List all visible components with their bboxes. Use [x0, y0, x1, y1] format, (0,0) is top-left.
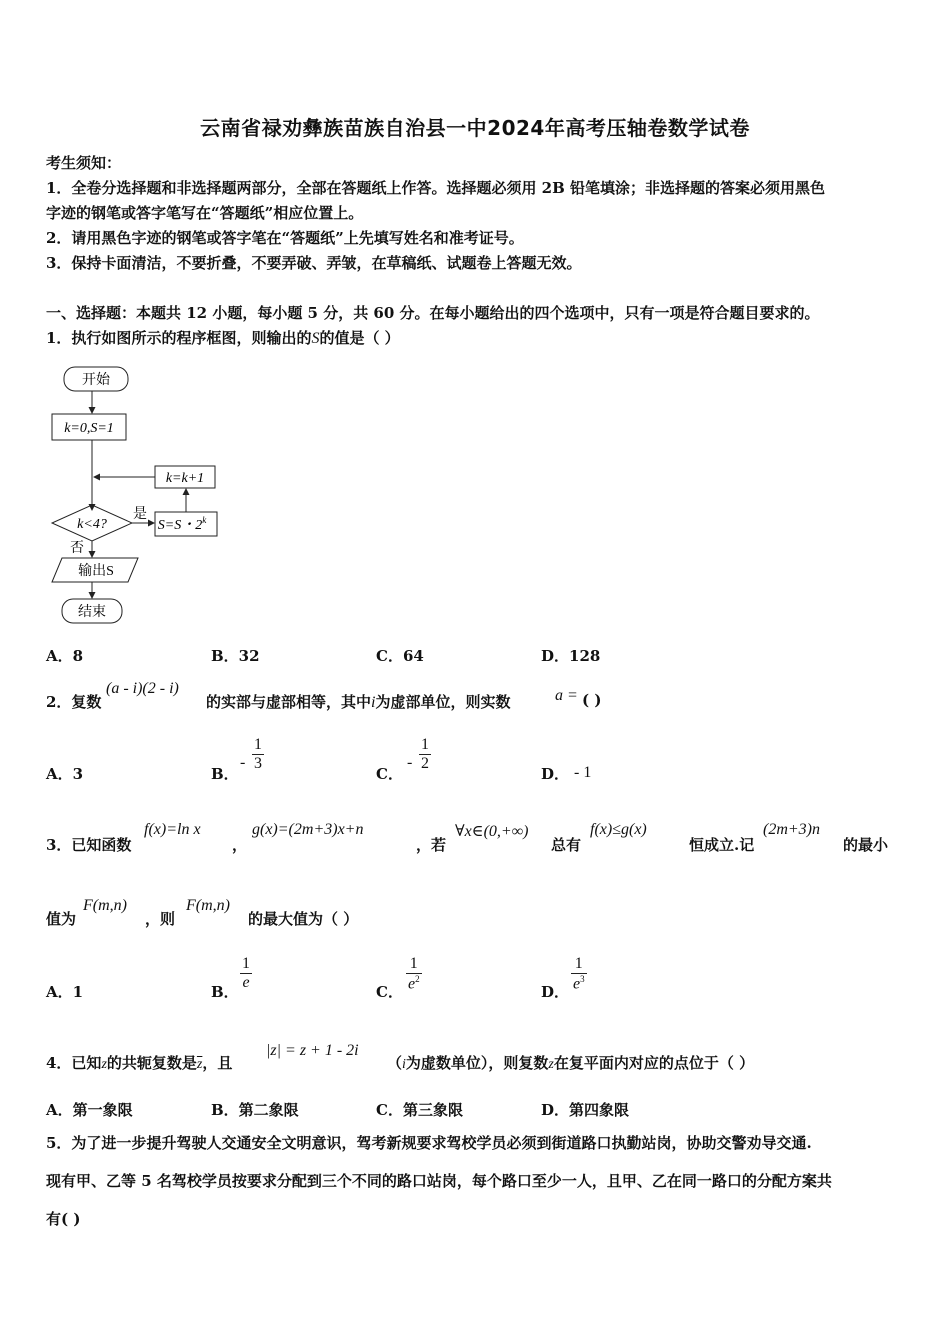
q3-option-d-fraction: [571, 955, 587, 993]
q1-prefix: 1．执行如图所示的程序框图，则输出的: [46, 329, 312, 347]
q4-mid: 的共轭复数是: [106, 1054, 197, 1072]
q3-option-b-den: e: [240, 973, 252, 992]
q4-prefix: 4．已知: [46, 1054, 102, 1072]
q3-F2: F(m,n): [186, 897, 230, 914]
q3-option-d-sup: 3: [580, 974, 585, 984]
flow-body-label: [158, 515, 207, 533]
q4-paren2: 为虚数单位），则复数: [405, 1054, 549, 1072]
notice-item-3: 3．保持卡面清洁，不要折叠，不要弄破、弄皱，在草稿纸、试题卷上答题无效。: [46, 254, 582, 272]
q3-option-c: C．: [376, 983, 403, 1001]
section-heading: 一、选择题：本题共 12 小题，每小题 5 分，共 60 分。在每小题给出的四个选项中，只有一项是符合题目要求的。: [46, 304, 820, 322]
flow-output-label: 输出S: [78, 564, 114, 579]
q4-z2: z: [548, 1057, 554, 1072]
q2-option-b-num: 1: [254, 736, 262, 753]
q2-suffix: ( ): [582, 691, 602, 709]
q2-expr: (a - i)(2 - i): [106, 680, 179, 697]
q4-rest: [387, 1052, 754, 1073]
q3-option-c-sup: 2: [415, 974, 420, 984]
notice-heading: 考生须知：: [46, 154, 122, 172]
q2-option-d-value: - 1: [574, 764, 592, 781]
q3-ineq: f(x)≤g(x): [590, 821, 647, 838]
q4-option-d: D．第四象限: [541, 1101, 630, 1119]
q2-option-b-fraction: [252, 736, 264, 773]
q3-g: g(x)=(2m+3)x+n: [252, 821, 364, 838]
q2-option-c-fraction: [419, 736, 431, 773]
q4-mid2: ，且: [202, 1054, 233, 1072]
q2-option-b-den: 3: [254, 755, 262, 772]
q3-option-d-den: e: [573, 975, 581, 993]
flow-no-label: 否: [70, 541, 84, 556]
q1-option-a: A．8: [46, 647, 84, 665]
q3-line2c: 的最大值为（ ）: [248, 910, 359, 928]
q3-prod: (2m+3)n: [763, 821, 821, 838]
q3-comma: ，: [232, 836, 248, 854]
q2-option-c: [376, 763, 403, 784]
q3-F1: F(m,n): [83, 897, 127, 914]
flow-body-text: S=S・2: [157, 518, 203, 533]
q3-option-d-den-wrap: [571, 973, 587, 993]
q3-option-c-den-wrap: [406, 973, 422, 993]
q3-forall: ∀x∈(0,+∞): [455, 823, 529, 840]
q5-line-3: 有( ): [46, 1210, 81, 1228]
q3-option-c-num: 1: [409, 955, 418, 972]
q2-option-c-sign: -: [407, 754, 413, 771]
flow-update-label: k=k+1: [165, 471, 205, 486]
flow-init-label: k=0,S=1: [64, 421, 114, 436]
q2-option-b-sign: -: [240, 754, 246, 771]
q3-option-d: D．: [541, 983, 570, 1001]
q4-z: z: [101, 1057, 107, 1072]
q3-option-b: B．: [211, 983, 239, 1001]
q4-suffix: 在复平面内对应的点位于（ ）: [553, 1054, 755, 1072]
q3-option-a: A．1: [46, 983, 84, 1001]
q3-option-b-num: 1: [242, 955, 250, 972]
q4-option-a: A．第一象限: [46, 1101, 133, 1119]
q2-a: a =: [555, 687, 578, 704]
question-4: [46, 1052, 232, 1073]
notice-item-1-line-1: 1．全卷分选择题和非选择题两部分，全部在答题纸上作答。选择题必须用 2B 铅笔填涂；非选择题的答案必须用黑色: [46, 179, 826, 197]
q3-f: f(x)=ln x: [144, 821, 201, 838]
q3-if: ，若: [416, 836, 447, 854]
q2-option-d: [541, 763, 569, 784]
flowchart: [40, 360, 240, 630]
q2-line-start: 2．复数: [46, 693, 102, 711]
q3-holds: 恒成立.记: [689, 836, 755, 854]
q3-line2a: 值为: [46, 910, 77, 928]
q2-option-c-label: C．: [376, 765, 403, 783]
q2-option-c-num: 1: [421, 736, 429, 753]
q5-line-1: 5．为了进一步提升驾驶人交通安全文明意识，驾考新规要求驾校学员必须到街道路口执勤站岗，协助交警劝导交通.: [46, 1134, 812, 1152]
q2-i: i: [371, 694, 376, 711]
q2-mid: 的实部与虚部相等，其中: [206, 693, 372, 711]
q3-prefix: 3．已知函数: [46, 836, 132, 854]
q1-suffix: 的值是（ ）: [319, 329, 400, 347]
q1-option-d: D．128: [541, 647, 601, 665]
q4-option-c: C．第三象限: [376, 1101, 463, 1119]
q3-min: 的最小: [843, 836, 889, 854]
q4-i: i: [402, 1057, 406, 1072]
q5-line-2: 现有甲、乙等 5 名驾校学员按要求分配到三个不同的路口站岗，每个路口至少一人，且甲、乙在同一路口的分配方案共: [46, 1172, 832, 1190]
notice-item-1-line-2: 字迹的钢笔或答字笔写在“答题纸”相应位置上。: [46, 204, 364, 222]
q1-option-b: B．32: [211, 647, 260, 665]
flow-end-label: 结束: [78, 605, 106, 620]
page-title: 云南省禄劝彝族苗族自治县一中2024年高考压轴卷数学试卷: [200, 116, 750, 140]
q2-mid2: 为虚部单位，则实数: [375, 693, 511, 711]
q3-option-d-num: 1: [574, 955, 583, 972]
q3-option-b-fraction: [240, 955, 252, 992]
q2-option-a: A．3: [46, 765, 84, 783]
q4-zbar: $\overline{z}$: [196, 1057, 203, 1072]
flow-start-label: 开始: [82, 373, 110, 388]
q1-option-c: C．64: [376, 647, 424, 665]
flow-cond-label: k<4?: [77, 517, 107, 532]
q3-line2b: ，则: [145, 910, 176, 928]
q2-option-d-label: D．: [541, 765, 570, 783]
q4-equation: |z| = z + 1 - 2i: [266, 1042, 359, 1059]
q2-option-c-den: 2: [421, 755, 429, 772]
q1-var: S: [311, 330, 320, 347]
q2-option-b: [211, 763, 239, 784]
flow-yes-label: 是: [133, 507, 147, 522]
question-1: [46, 327, 400, 348]
q4-option-b: B．第二象限: [211, 1101, 299, 1119]
flow-body-sup: k: [202, 515, 207, 525]
q4-paren: （: [387, 1054, 403, 1072]
q3-option-c-den: e: [408, 975, 416, 993]
q2-option-b-label: B．: [211, 765, 239, 783]
q3-always: 总有: [551, 836, 582, 854]
q3-option-c-fraction: [406, 955, 422, 993]
question-2: [206, 691, 510, 712]
notice-item-2: 2．请用黑色字迹的钢笔或答字笔在“答题纸”上先填写姓名和准考证号。: [46, 229, 524, 247]
